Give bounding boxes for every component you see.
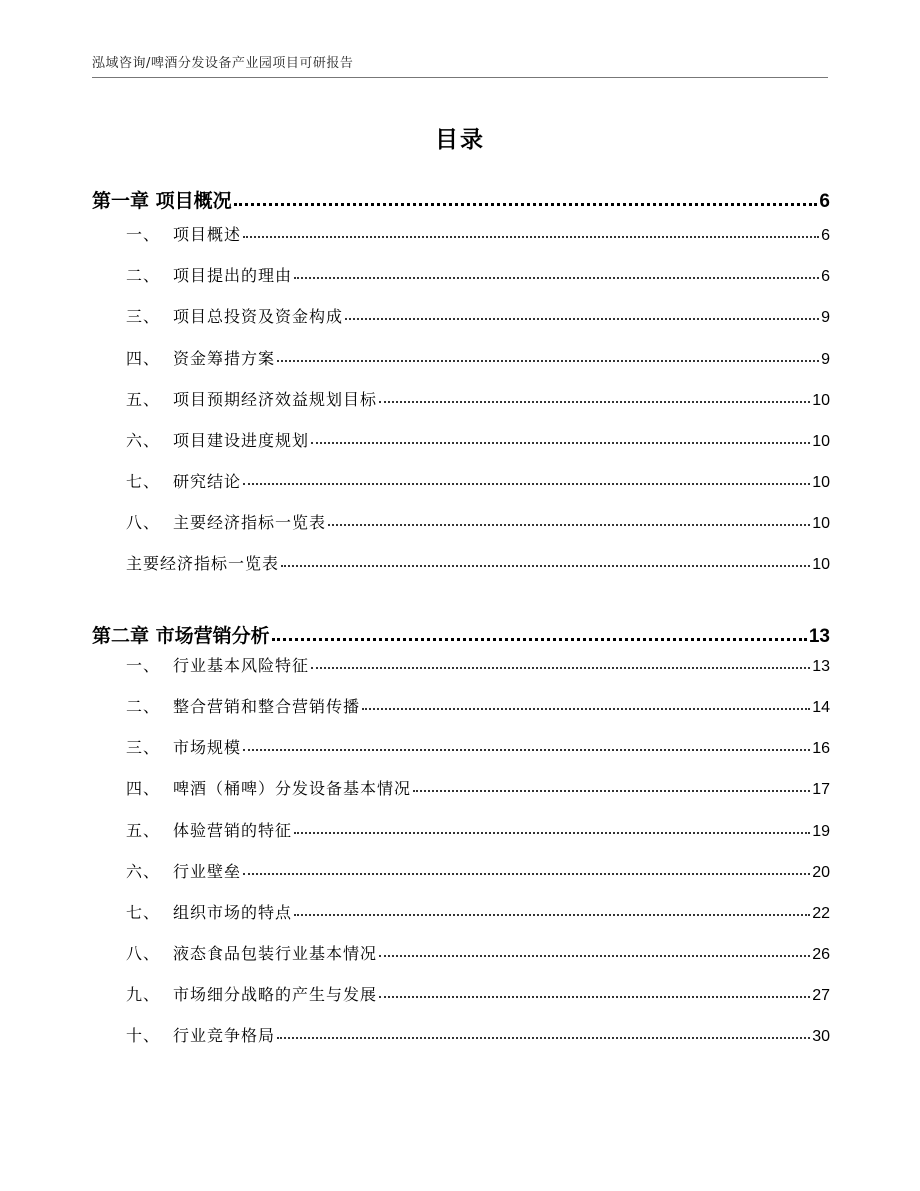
toc-section-entry[interactable] [126,215,830,245]
toc-dot-leader [311,666,810,669]
toc-chapter-entry[interactable] [92,618,830,648]
toc-section-entry[interactable] [126,934,830,964]
toc-page-number: 9 [821,351,830,368]
toc-entry-title: 市场规模 [173,738,242,757]
toc-entry-number: 十、 [126,1026,161,1045]
toc-entry-number: 七、 [126,903,161,922]
toc-dot-leader [362,707,810,710]
toc-entry-label [126,818,294,841]
toc-entry-number: 九、 [126,985,161,1004]
toc-dot-leader [328,523,810,526]
toc-entry-number: 三、 [126,307,161,326]
toc-entry-number: 三、 [126,738,161,757]
toc-entry-title: 项目预期经济效益规划目标 [173,390,378,409]
toc-entry-number: 六、 [126,431,161,450]
toc-entry-label [126,387,379,410]
toc-entry-number: 一、 [126,656,161,675]
toc-page-number: 10 [812,433,830,450]
toc-dot-leader [277,359,819,362]
toc-entry-label [126,982,379,1005]
toc-entry-title: 行业竞争格局 [173,1026,276,1045]
toc-page-number: 22 [812,905,830,922]
toc-page-number: 14 [812,699,830,716]
toc-page-number: 6 [821,227,830,244]
toc-dot-leader [311,441,810,444]
toc-section-entry[interactable] [126,811,830,841]
toc-entry-title: 行业基本风险特征 [173,656,310,675]
toc-page-number: 13 [808,626,830,647]
toc-entry-title: 啤酒（桶啤）分发设备基本情况 [173,779,412,798]
toc-page-number: 9 [821,309,830,326]
toc-chapter-entry[interactable] [92,183,830,213]
toc-entry-label [126,551,281,574]
toc-entry-title: 整合营销和整合营销传播 [173,697,361,716]
toc-dot-leader [345,317,819,320]
toc-entry-title: 主要经济指标一览表 [173,513,327,532]
toc-entry-title: 体验营销的特征 [173,821,293,840]
toc-dot-leader [281,564,810,567]
toc-dot-leader [379,400,810,403]
toc-entry-number: 四、 [126,779,161,798]
toc-page-number: 10 [812,556,830,573]
toc-entry-label [126,428,311,451]
toc-dot-leader [234,202,818,206]
toc-page-number: 26 [812,946,830,963]
running-header: 泓域咨询/啤酒分发设备产业园项目可研报告 [92,56,354,71]
toc-page-number: 6 [819,191,830,212]
toc-entry-label [126,469,243,492]
toc-entry-label [126,222,243,245]
toc-entry-label [126,263,294,286]
toc-entry-title: 项目建设进度规划 [173,431,310,450]
toc-dot-leader [272,637,807,641]
toc-entry-title: 项目提出的理由 [173,266,293,285]
toc-entry-label [126,1023,277,1046]
toc-entry-title: 行业壁垒 [173,862,242,881]
toc-entry-label [126,304,345,327]
toc-entry-number: 四、 [126,349,161,368]
toc-section-entry[interactable] [126,339,830,369]
toc-section-entry[interactable] [126,852,830,882]
toc-dot-leader [379,995,810,998]
header-rule [92,77,828,78]
toc-entry-title: 资金筹措方案 [173,349,276,368]
toc-dot-leader [379,954,810,957]
toc-dot-leader [294,276,819,279]
toc-page-number: 27 [812,987,830,1004]
toc-section-entry[interactable] [126,297,830,327]
toc-section-entry[interactable] [126,462,830,492]
toc-section-entry[interactable] [126,893,830,923]
toc-entry-label [126,653,311,676]
toc-entry-title: 项目总投资及资金构成 [173,307,344,326]
toc-dot-leader [413,789,810,792]
toc-dot-leader [277,1036,810,1039]
toc-entry-number: 六、 [126,862,161,881]
toc-page-number: 30 [812,1028,830,1045]
toc-section-entry[interactable] [126,544,830,574]
toc-section-entry[interactable] [126,503,830,533]
toc-page-number: 10 [812,515,830,532]
page-title: 目录 [435,127,485,153]
toc-section-entry[interactable] [126,380,830,410]
toc-entry-label [126,900,294,923]
toc-entry-title: 项目概述 [173,225,242,244]
toc-entry-label [126,694,362,717]
toc-section-entry[interactable] [126,646,830,676]
toc-page-number: 10 [812,474,830,491]
toc-entry-title: 组织市场的特点 [173,903,293,922]
toc-entry-label [126,510,328,533]
toc-page-number: 19 [812,823,830,840]
toc-page-number: 17 [812,781,830,798]
toc-dot-leader [243,748,810,751]
toc-entry-label [92,621,272,648]
toc-section-entry[interactable] [126,687,830,717]
toc-entry-title: 市场细分战略的产生与发展 [173,985,378,1004]
toc-entry-title: 第一章 项目概况 [92,190,232,212]
toc-entry-label [126,346,277,369]
toc-entry-number: 八、 [126,944,161,963]
toc-entry-label [126,735,243,758]
toc-dot-leader [294,913,810,916]
toc-entry-title: 研究结论 [173,472,242,491]
toc-page-number: 16 [812,740,830,757]
toc-dot-leader [243,482,810,485]
toc-entry-label [92,186,234,213]
toc-section-entry[interactable] [126,769,830,799]
toc-entry-number: 二、 [126,697,161,716]
toc-entry-label [126,941,379,964]
toc-entry-number: 二、 [126,266,161,285]
toc-section-entry[interactable] [126,1016,830,1046]
toc-page-number: 13 [812,658,830,675]
toc-entry-number: 五、 [126,821,161,840]
toc-entry-number: 五、 [126,390,161,409]
toc-dot-leader [243,235,819,238]
toc-entry-label [126,776,413,799]
toc-page-number: 20 [812,864,830,881]
toc-section-entry[interactable] [126,256,830,286]
toc-entry-number: 七、 [126,472,161,491]
toc-dot-leader [294,831,810,834]
toc-section-entry[interactable] [126,975,830,1005]
toc-entry-label [126,859,243,882]
toc-page-number: 10 [812,392,830,409]
toc-entry-title: 第二章 市场营销分析 [92,625,270,647]
toc-section-entry[interactable] [126,728,830,758]
toc-dot-leader [243,872,810,875]
toc-entry-title: 液态食品包装行业基本情况 [173,944,378,963]
toc-entry-number: 八、 [126,513,161,532]
toc-entry-title: 主要经济指标一览表 [126,554,280,573]
toc-entry-number: 一、 [126,225,161,244]
toc-page-number: 6 [821,268,830,285]
toc-section-entry[interactable] [126,421,830,451]
